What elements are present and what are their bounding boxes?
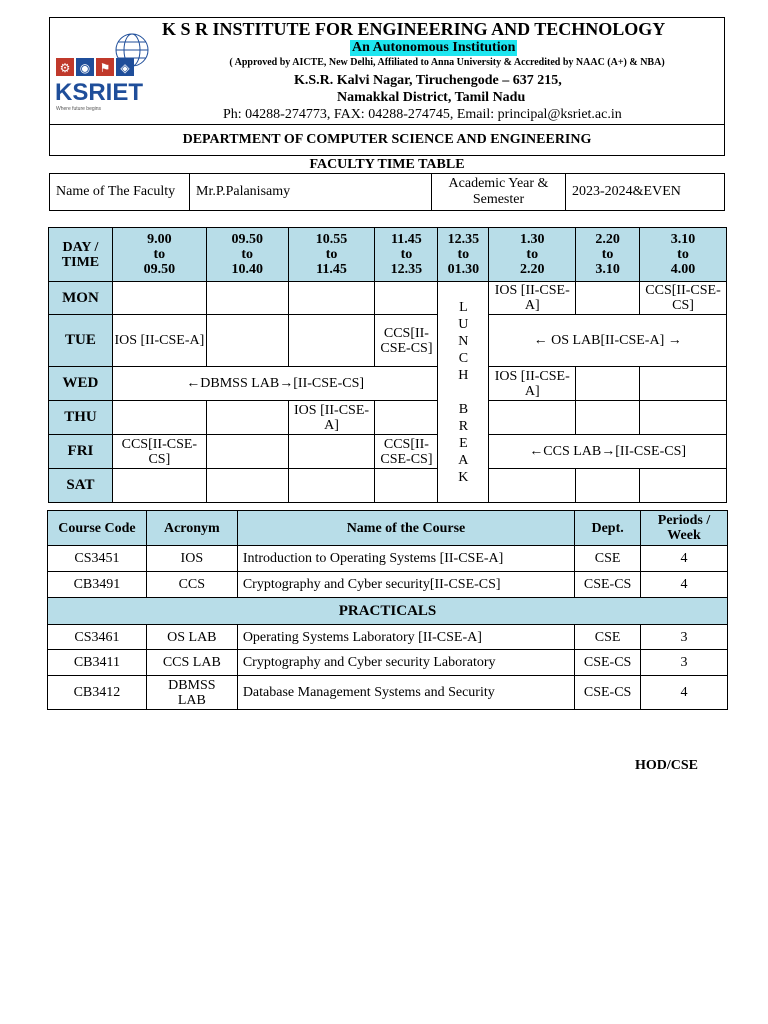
header-dept: Dept. xyxy=(575,511,641,546)
course-table xyxy=(47,510,728,710)
cell xyxy=(576,469,640,503)
timetable xyxy=(48,227,727,503)
autonomous-label: An Autonomous Institution xyxy=(352,40,516,55)
svg-text:◉: ◉ xyxy=(79,61,91,75)
cell xyxy=(206,282,288,315)
fri-period-4: CCS[II-CSE-CS] xyxy=(375,435,438,469)
hod-signature: HOD/CSE xyxy=(635,758,699,773)
logo-text: KSRIET xyxy=(55,79,144,106)
cell xyxy=(640,401,727,435)
practicals-label: PRACTICALS xyxy=(48,598,728,625)
logo-tagline: Where future begins xyxy=(56,106,102,112)
cell xyxy=(576,401,640,435)
day-fri: FRI xyxy=(49,435,113,469)
period-6-header: 2.20 to 3.10 xyxy=(576,228,640,282)
cell xyxy=(576,367,640,401)
thu-period-3: IOS [II-CSE-A] xyxy=(288,401,375,435)
lunch-break: L U N C H B R E A K xyxy=(438,282,489,503)
cell xyxy=(576,282,640,315)
cell xyxy=(206,401,288,435)
cell xyxy=(489,401,576,435)
course-periods: 4 xyxy=(641,572,728,598)
course-periods: 3 xyxy=(641,625,728,650)
academic-year-label: Academic Year & Semester xyxy=(432,174,566,211)
course-acronym: IOS xyxy=(146,546,237,572)
practicals-row xyxy=(48,598,728,625)
day-wed: WED xyxy=(49,367,113,401)
day-time-corner: DAY / TIME xyxy=(49,228,113,282)
cell xyxy=(288,282,375,315)
period-2-header: 09.50 to 10.40 xyxy=(206,228,288,282)
cell xyxy=(640,469,727,503)
course-dept: CSE-CS xyxy=(575,676,641,710)
row-wed xyxy=(49,367,727,401)
academic-year: 2023-2024&EVEN xyxy=(566,174,725,211)
course-acronym: OS LAB xyxy=(146,625,237,650)
course-dept: CSE-CS xyxy=(575,572,641,598)
fri-period-1: CCS[II-CSE-CS] xyxy=(112,435,206,469)
table-row xyxy=(48,572,728,598)
course-name: Introduction to Operating Systems [II-CSE-A] xyxy=(237,546,574,572)
table-row xyxy=(48,676,728,710)
course-code: CB3411 xyxy=(48,650,147,676)
cell xyxy=(489,469,576,503)
contact-line: Ph: 04288-274773, FAX: 04288-274745, Email: principal@ksriet.ac.in xyxy=(223,107,622,122)
svg-text:⚙: ⚙ xyxy=(59,61,71,75)
fri-ccs-lab: ←CCS LAB→[II-CSE-CS] xyxy=(489,435,727,469)
period-1-header: 9.00 to 09.50 xyxy=(112,228,206,282)
cell xyxy=(112,282,206,315)
row-thu xyxy=(49,401,727,435)
day-thu: THU xyxy=(49,401,113,435)
cell xyxy=(375,469,438,503)
period-3-header: 10.55 to 11.45 xyxy=(288,228,375,282)
cell xyxy=(206,315,288,367)
table-row xyxy=(48,625,728,650)
course-periods: 4 xyxy=(641,546,728,572)
day-tue: TUE xyxy=(49,315,113,367)
course-periods: 3 xyxy=(641,650,728,676)
row-mon xyxy=(49,282,727,315)
header-course-name: Name of the Course xyxy=(237,511,574,546)
department-title: DEPARTMENT OF COMPUTER SCIENCE AND ENGINEERING xyxy=(49,125,725,156)
mon-period-7: CCS[II-CSE-CS] xyxy=(640,282,727,315)
timetable-header-row xyxy=(49,228,727,282)
course-acronym: CCS LAB xyxy=(146,650,237,676)
table-row xyxy=(48,650,728,676)
course-header-row xyxy=(48,511,728,546)
course-name: Cryptography and Cyber security[II-CSE-CS] xyxy=(237,572,574,598)
course-name: Cryptography and Cyber security Laboratory xyxy=(237,650,574,676)
header-course-code: Course Code xyxy=(48,511,147,546)
course-code: CB3412 xyxy=(48,676,147,710)
address-line-1: K.S.R. Kalvi Nagar, Tiruchengode – 637 215, xyxy=(294,73,562,88)
course-dept: CSE xyxy=(575,625,641,650)
ksriet-logo xyxy=(54,32,154,126)
course-name: Operating Systems Laboratory [II-CSE-A] xyxy=(237,625,574,650)
course-code: CS3451 xyxy=(48,546,147,572)
svg-text:⚑: ⚑ xyxy=(99,61,111,75)
lunch-header: 12.35 to 01.30 xyxy=(438,228,489,282)
period-7-header: 3.10 to 4.00 xyxy=(640,228,727,282)
tue-period-4: CCS[II-CSE-CS] xyxy=(375,315,438,367)
course-acronym: CCS xyxy=(146,572,237,598)
tue-os-lab: ← OS LAB[II-CSE-A] → xyxy=(489,315,727,367)
course-name: Database Management Systems and Security xyxy=(237,676,574,710)
faculty-info-table xyxy=(49,173,725,211)
timetable-title: FACULTY TIME TABLE xyxy=(309,157,465,172)
row-tue xyxy=(49,315,727,367)
course-dept: CSE-CS xyxy=(575,650,641,676)
cell xyxy=(375,282,438,315)
faculty-name: Mr.P.Palanisamy xyxy=(190,174,432,211)
cell xyxy=(640,367,727,401)
header-periods: Periods / Week xyxy=(641,511,728,546)
header-acronym: Acronym xyxy=(146,511,237,546)
row-sat xyxy=(49,469,727,503)
cell xyxy=(112,401,206,435)
course-dept: CSE xyxy=(575,546,641,572)
cell xyxy=(375,401,438,435)
course-code: CS3461 xyxy=(48,625,147,650)
faculty-name-label: Name of The Faculty xyxy=(50,174,190,211)
mon-period-5: IOS [II-CSE-A] xyxy=(489,282,576,315)
approval-line: ( Approved by AICTE, New Delhi, Affiliated to Anna University & Accredited by NAAC (A+) & NBA) xyxy=(229,57,665,68)
tue-period-1: IOS [II-CSE-A] xyxy=(112,315,206,367)
cell xyxy=(288,435,375,469)
svg-text:◈: ◈ xyxy=(120,61,130,75)
course-code: CB3491 xyxy=(48,572,147,598)
cell xyxy=(288,469,375,503)
row-fri xyxy=(49,435,727,469)
institution-header xyxy=(49,17,725,125)
address-line-2: Namakkal District, Tamil Nadu xyxy=(337,90,526,105)
course-acronym: DBMSS LAB xyxy=(146,676,237,710)
day-mon: MON xyxy=(49,282,113,315)
cell xyxy=(288,315,375,367)
period-4-header: 11.45 to 12.35 xyxy=(375,228,438,282)
institute-name: K S R INSTITUTE FOR ENGINEERING AND TECHNOLOGY xyxy=(162,19,666,39)
cell xyxy=(206,469,288,503)
period-5-header: 1.30 to 2.20 xyxy=(489,228,576,282)
table-row xyxy=(48,546,728,572)
day-sat: SAT xyxy=(49,469,113,503)
course-periods: 4 xyxy=(641,676,728,710)
cell xyxy=(112,469,206,503)
wed-dbmss-lab: ←DBMSS LAB→[II-CSE-CS] xyxy=(112,367,437,401)
wed-period-5: IOS [II-CSE-A] xyxy=(489,367,576,401)
cell xyxy=(206,435,288,469)
